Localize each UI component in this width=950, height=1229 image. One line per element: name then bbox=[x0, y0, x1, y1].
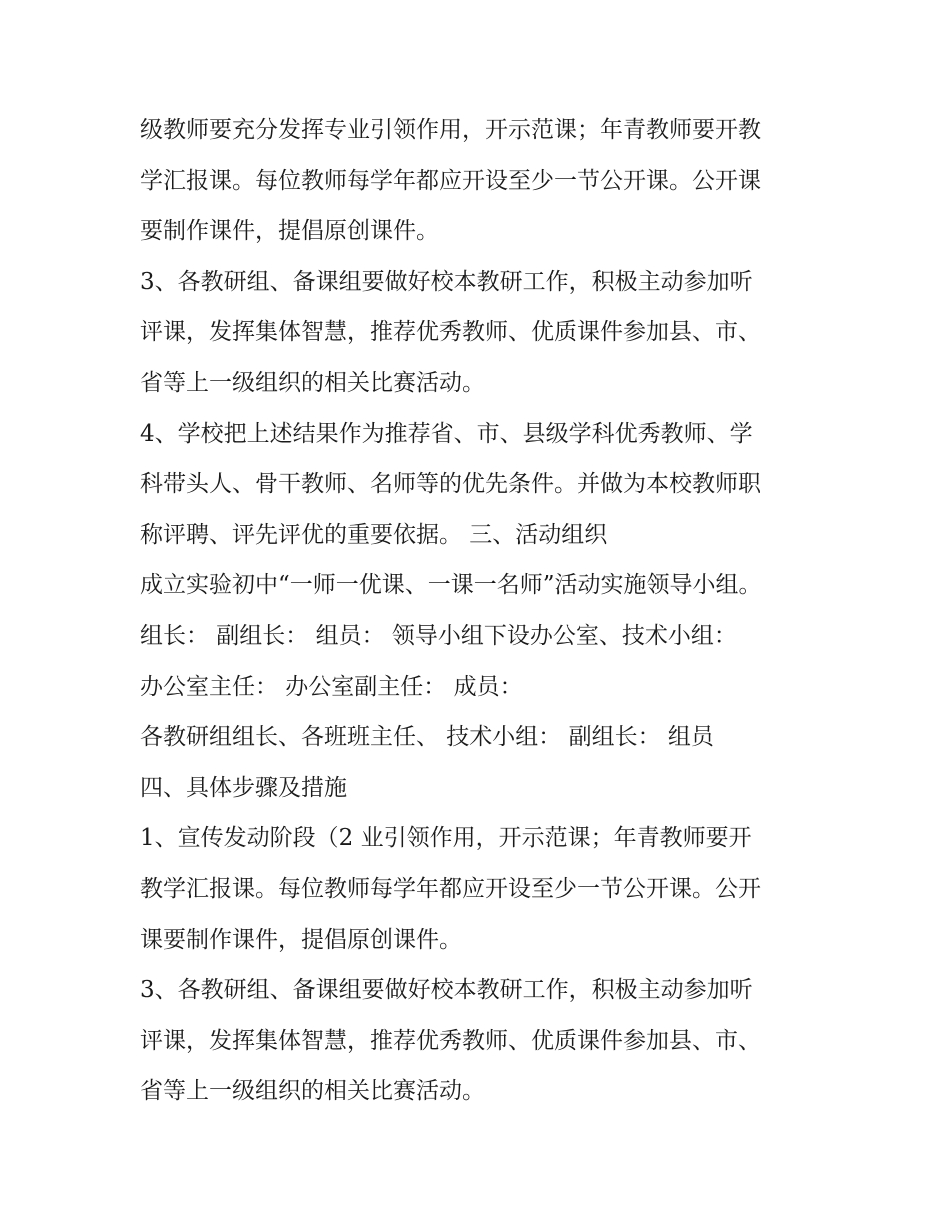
text-line: 办公室主任： 办公室副主任： 成员： bbox=[140, 673, 523, 700]
text-line: 称评聘、评先评优的重要依据。 三、活动组织 bbox=[140, 521, 608, 548]
text-line: 科带头人、骨干教师、名师等的优先条件。并做为本校教师职 bbox=[140, 471, 761, 498]
text-line: 1、宣传发动阶段（2 业引领作用，开示范课；年青教师要开 bbox=[140, 825, 752, 852]
section-heading: 四、具体步骤及措施 bbox=[140, 774, 347, 801]
text-line: 级教师要充分发挥专业引领作用，开示范课；年青教师要开教 bbox=[140, 117, 761, 143]
text-line: 教学汇报课。每位教师每学年都应开设至少一节公开课。公开 bbox=[140, 875, 761, 902]
text-line: 省等上一级组织的相关比赛活动。 bbox=[140, 369, 485, 396]
text-line: 评课，发挥集体智慧，推荐优秀教师、优质课件参加县、市、 bbox=[140, 319, 761, 346]
text-line: 评课，发挥集体智慧，推荐优秀教师、优质课件参加县、市、 bbox=[140, 1027, 761, 1054]
text-line: 组长： 副组长： 组员： 领导小组下设办公室、技术小组： bbox=[140, 622, 737, 649]
text-line: 课要制作课件，提倡原创课件。 bbox=[140, 926, 462, 953]
text-line: 成立实验初中“一师一优课、一课一名师”活动实施领导小组。 bbox=[140, 572, 762, 599]
text-line: 学汇报课。每位教师每学年都应开设至少一节公开课。公开课 bbox=[140, 167, 761, 194]
document-body bbox=[140, 105, 830, 1117]
text-line: 3、各教研组、备课组要做好校本教研工作，积极主动参加听 bbox=[140, 268, 753, 295]
text-line: 4、学校把上述结果作为推荐省、市、县级学科优秀教师、学 bbox=[140, 420, 753, 447]
text-line: 3、各教研组、备课组要做好校本教研工作，积极主动参加听 bbox=[140, 977, 753, 1004]
text-line: 各教研组组长、各班班主任、 技术小组： 副组长： 组员 bbox=[140, 724, 714, 751]
text-line: 省等上一级组织的相关比赛活动。 bbox=[140, 1078, 485, 1105]
text-line: 要制作课件，提倡原创课件。 bbox=[140, 218, 439, 245]
